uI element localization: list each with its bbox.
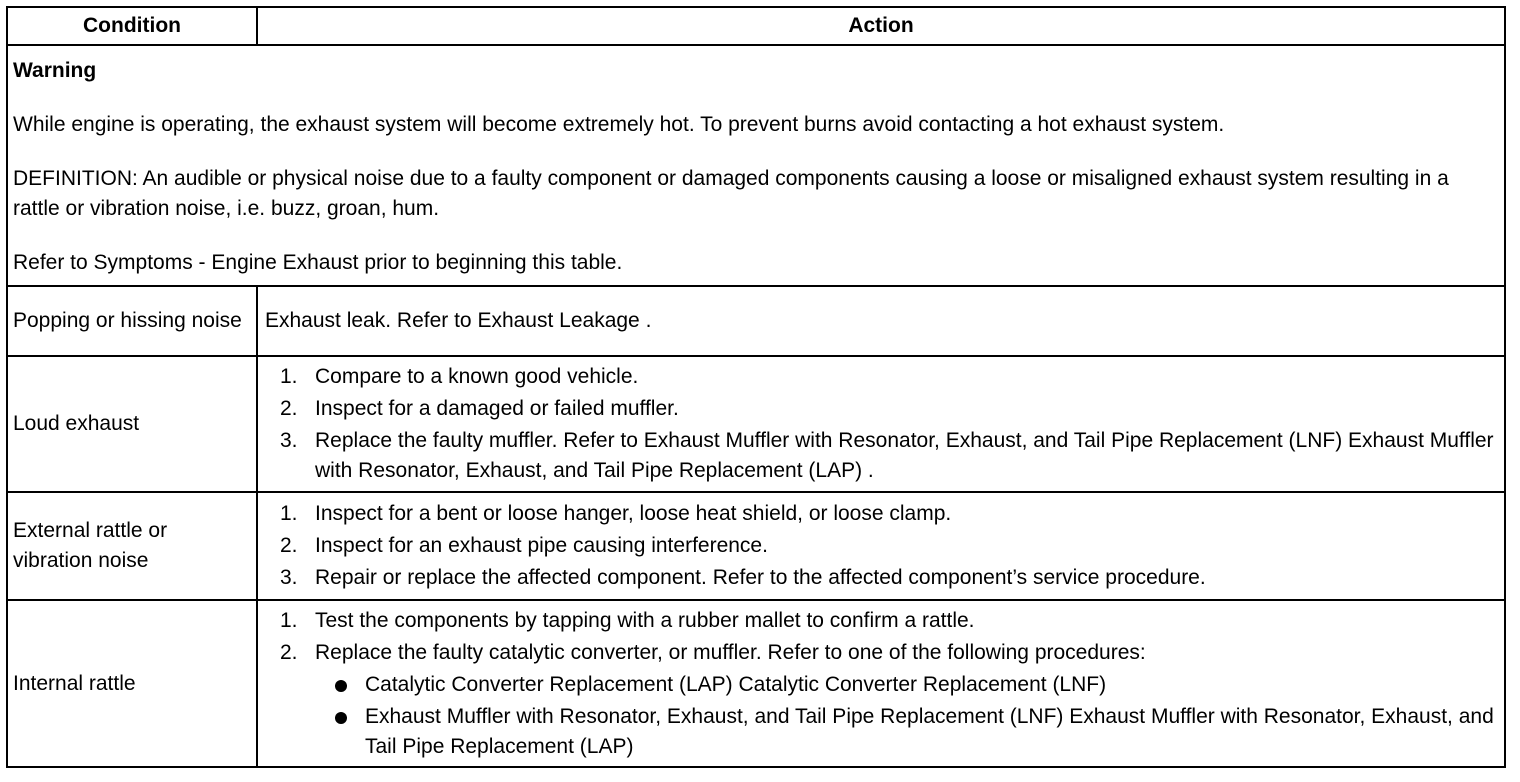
step-item [265, 531, 1499, 561]
action-header: Action [257, 7, 1505, 45]
step-text: Compare to a known good vehicle. [315, 365, 639, 388]
table-row [7, 286, 1505, 356]
procedure-list [315, 670, 1499, 762]
procedure-text: Catalytic Converter Replacement (LAP) Catalytic Converter Replacement (LNF) [365, 672, 1107, 696]
definition-text: DEFINITION: An audible or physical noise due to a faulty component or damaged components causing a loose or misaligned exhaust system resulting in a rattle or vibration noise, i.e. buzz, groan, hum. [13, 167, 1449, 220]
procedure-item [315, 702, 1499, 762]
bullet-icon [335, 680, 347, 692]
procedure-item [315, 670, 1499, 700]
step-number: 1. [280, 502, 298, 525]
diagnostic-table-sheet [6, 6, 1506, 775]
step-item [265, 638, 1499, 762]
step-list [265, 362, 1499, 486]
condition-cell: External rattle or vibration noise [7, 492, 257, 600]
exhaust-noise-table [6, 6, 1506, 768]
step-list [265, 606, 1499, 762]
step-number: 3. [280, 566, 298, 589]
step-text: Replace the faulty catalytic converter, or muffler. Refer to one of the following procedures: [315, 640, 1146, 664]
action-cell [257, 492, 1505, 600]
step-item [265, 563, 1499, 593]
step-item [265, 362, 1499, 392]
table-row [7, 600, 1505, 767]
action-cell [257, 356, 1505, 492]
step-item [265, 499, 1499, 529]
step-list [265, 499, 1499, 593]
step-text: Inspect for a damaged or failed muffler. [315, 397, 679, 420]
header-row [7, 7, 1505, 45]
step-number: 1. [280, 608, 298, 632]
step-number: 2. [280, 397, 298, 420]
action-cell: Exhaust leak. Refer to Exhaust Leakage . [257, 286, 1505, 356]
step-number: 3. [280, 429, 298, 452]
warning-title: Warning [13, 59, 97, 82]
step-item [265, 394, 1499, 424]
condition-header: Condition [7, 7, 257, 45]
action-cell [257, 600, 1505, 767]
step-text: Inspect for a bent or loose hanger, loose heat shield, or loose clamp. [315, 502, 952, 525]
step-number: 2. [280, 534, 298, 557]
table-row [7, 492, 1505, 600]
step-item [265, 606, 1499, 636]
step-text: Inspect for an exhaust pipe causing interference. [315, 534, 768, 557]
step-text: Replace the faulty muffler. Refer to Exhaust Muffler with Resonator, Exhaust, and Tail Pipe Replacement (LNF) Exhaust Muffler with Resonator, Exhaust, and Tail Pipe Replacement (LAP) . [315, 429, 1494, 482]
condition-cell: Internal rattle [7, 600, 257, 767]
warning-text: While engine is operating, the exhaust system will become extremely hot. To prevent burns avoid contacting a hot exhaust system. [13, 113, 1225, 136]
step-number: 1. [280, 365, 298, 388]
warning-row [7, 45, 1505, 286]
procedure-text: Exhaust Muffler with Resonator, Exhaust, and Tail Pipe Replacement (LNF) Exhaust Muffler with Resonator, Exhaust, and Tail Pipe Replacement (LAP) [365, 704, 1494, 758]
refer-text: Refer to Symptoms - Engine Exhaust prior to beginning this table. [13, 251, 623, 274]
step-text: Test the components by tapping with a rubber mallet to confirm a rattle. [315, 608, 975, 632]
step-item [265, 426, 1499, 486]
step-number: 2. [280, 640, 298, 664]
step-text: Repair or replace the affected component. Refer to the affected component’s service procedure. [315, 566, 1206, 589]
condition-cell: Popping or hissing noise [7, 286, 257, 356]
warning-cell [7, 45, 1505, 286]
table-row [7, 356, 1505, 492]
condition-cell: Loud exhaust [7, 356, 257, 492]
bullet-icon [335, 712, 347, 724]
